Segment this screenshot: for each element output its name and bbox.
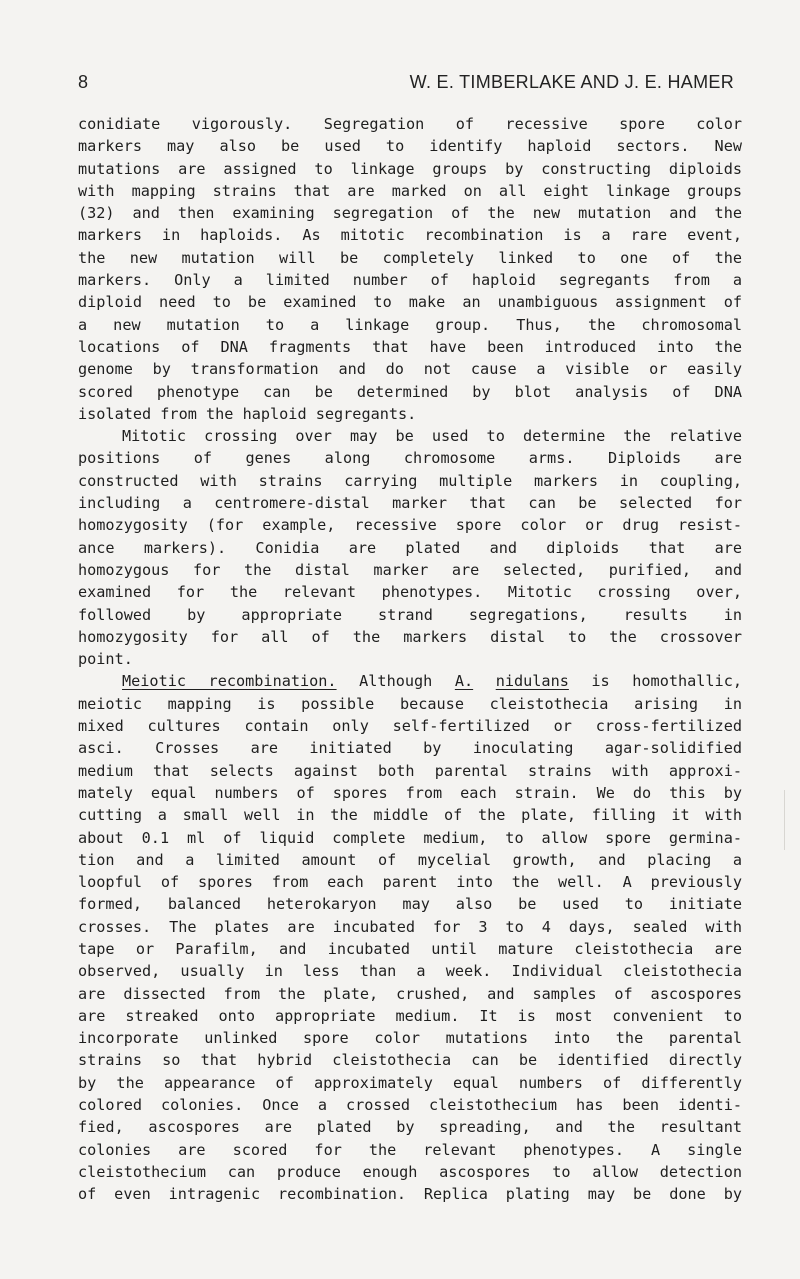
- text-line: about 0.1 ml of liquid complete medium, to allow spore germina-: [78, 828, 742, 847]
- text-line: Mitotic crossing over may be used to determine the relative: [122, 427, 742, 446]
- text-line: tion and a limited amount of mycelial growth, and placing a: [78, 850, 742, 869]
- text-line: diploid need to be examined to make an unambiguous assignment of: [78, 293, 742, 312]
- text-line: positions of genes along chromosome arms. Diploids are: [78, 449, 742, 468]
- text-line: scored phenotype can be determined by blot analysis of DNA: [78, 382, 742, 401]
- scan-margin-mark: [784, 790, 785, 850]
- text-line: locations of DNA fragments that have been introduced into the: [78, 337, 742, 356]
- text-line: strains so that hybrid cleistothecia can be identified directly: [78, 1051, 742, 1070]
- text-line: by the appearance of approximately equal numbers of differently: [78, 1073, 742, 1092]
- text-line: homozygosity (for example, recessive spore color or drug resist-: [78, 516, 742, 535]
- text-line: markers in haploids. As mitotic recombination is a rare event,: [78, 226, 742, 245]
- text-line: mately equal numbers of spores from each strain. We do this by: [78, 783, 742, 802]
- inline-text: Although: [336, 672, 455, 691]
- text-line: colonies are scored for the relevant phenotypes. A single: [78, 1140, 742, 1159]
- inline-text: is homothallic,: [568, 672, 742, 691]
- text-line: tape or Parafilm, and incubated until mature cleistothecia are: [78, 939, 742, 958]
- text-line: isolated from the haploid segregants.: [78, 404, 417, 423]
- text-line: ance markers). Conidia are plated and diploids that are: [78, 538, 742, 557]
- text-line: medium that selects against both parental strains with approxi-: [78, 761, 742, 780]
- text-line: constructed with strains carrying multiple markers in coupling,: [78, 471, 742, 490]
- text-line: (32) and then examining segregation of the new mutation and the: [78, 204, 742, 223]
- text-line: cutting a small well in the middle of the plate, filling it with: [78, 806, 742, 825]
- running-head: W. E. TIMBERLAKE AND J. E. HAMER: [409, 72, 734, 92]
- text-line: meiotic mapping is possible because cleistothecia arising in: [78, 694, 742, 713]
- section-heading: Meiotic recombination.: [122, 672, 337, 691]
- text-line: markers. Only a limited number of haploid segregants from a: [78, 271, 742, 290]
- text-line: formed, balanced heterokaryon may also be used to initiate: [78, 895, 742, 914]
- paragraph-mitotic-crossing-over: [78, 425, 742, 670]
- text-line: a new mutation to a linkage group. Thus, the chromosomal: [78, 315, 742, 334]
- text-line: mutations are assigned to linkage groups by constructing diploids: [78, 159, 742, 178]
- page-header: [78, 72, 734, 96]
- text-line: markers may also be used to identify haploid sectors. New: [78, 137, 742, 156]
- body-text: [78, 113, 742, 1206]
- text-line: crosses. The plates are incubated for 3 to 4 days, sealed with: [78, 917, 742, 936]
- text-line: of even intragenic recombination. Replica plating may be done by: [78, 1185, 742, 1204]
- text-line: are streaked onto appropriate medium. It is most convenient to: [78, 1006, 742, 1025]
- text-line: the new mutation will be completely linked to one of the: [78, 248, 742, 267]
- species-name: nidulans: [495, 672, 569, 691]
- text-line: followed by appropriate strand segregations, results in: [78, 605, 742, 624]
- text-line: with mapping strains that are marked on all eight linkage groups: [78, 181, 742, 200]
- text-line: colored colonies. Once a crossed cleistothecium has been identi-: [78, 1096, 742, 1115]
- text-line: point.: [78, 650, 133, 669]
- text-line: homozygous for the distal marker are selected, purified, and: [78, 560, 742, 579]
- text-line: asci. Crosses are initiated by inoculating agar-solidified: [78, 739, 742, 758]
- text-line: are dissected from the plate, crushed, and samples of ascospores: [78, 984, 742, 1003]
- section-heading-line: [78, 670, 742, 692]
- text-line: genome by transformation and do not cause a visible or easily: [78, 360, 742, 379]
- text-line: examined for the relevant phenotypes. Mitotic crossing over,: [78, 583, 742, 602]
- text-line: including a centromere-distal marker that can be selected for: [78, 494, 742, 513]
- text-line: mixed cultures contain only self-fertilized or cross-fertilized: [78, 717, 742, 736]
- text-line: observed, usually in less than a week. Individual cleistothecia: [78, 962, 742, 981]
- paragraph-haploid-mapping: [78, 113, 742, 425]
- text-line: homozygosity for all of the markers distal to the crossover: [78, 627, 742, 646]
- text-line: cleistothecium can produce enough ascospores to allow detection: [78, 1162, 742, 1181]
- genus-name: A.: [454, 672, 474, 691]
- text-line: fied, ascospores are plated by spreading, and the resultant: [78, 1118, 742, 1137]
- text-line: incorporate unlinked spore color mutations into the parental: [78, 1029, 742, 1048]
- text-line: loopful of spores from each parent into the well. A previously: [78, 873, 742, 892]
- text-line: conidiate vigorously. Segregation of recessive spore color: [78, 115, 742, 133]
- page-number: 8: [78, 72, 89, 92]
- paragraph-meiotic-recombination: [78, 670, 742, 1205]
